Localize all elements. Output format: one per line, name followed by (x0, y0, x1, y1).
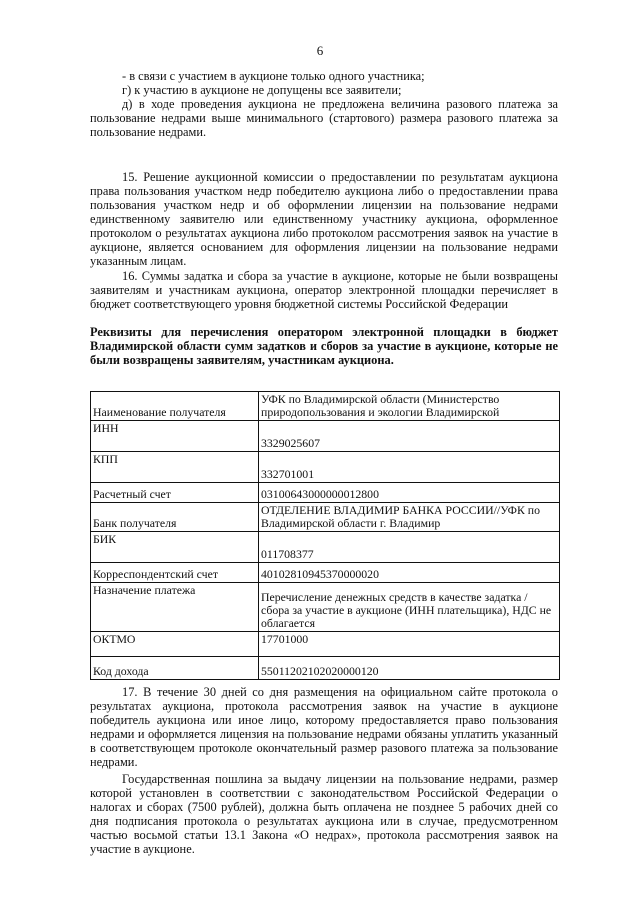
table-row (91, 483, 560, 503)
paragraph-16-text: 16. Суммы задатка и сбора за участие в аукционе, которые не были возвращены заявителям и участникам аукциона, оператор электронной площадки перечисляет в бюджет соответствующего уровня бюджетной системы Российской Федерации (90, 269, 558, 311)
table-row (91, 563, 560, 583)
list-item: - в связи с участием в аукционе только одного участника; (122, 69, 425, 83)
table-row (91, 452, 560, 483)
table-row (91, 421, 560, 452)
table-cell-value: 17701000 (259, 632, 560, 657)
table-cell-value: ОТДЕЛЕНИЕ ВЛАДИМИР БАНКА РОССИИ//УФК по Владимирской области г. Владимир (259, 503, 560, 532)
paragraph-duty-text: Государственная пошлина за выдачу лицензии на пользование недрами, размер которой установлен в соответствии с законодательством Российской Федерации о налогах и сборах (7500 рублей), должна быть оплачена не позднее 5 рабочих дней со дня подписания протокола о результатах аукциона или в случае, предусмотренном частью восьмой статьи 13.1 Закона «О недрах», протокола рассмотрения заявок на участие в аукционе. (90, 772, 558, 856)
requisites-table (90, 391, 560, 680)
table-cell-label: Назначение платежа (91, 583, 259, 632)
table-cell-label: Наименование получателя (91, 392, 259, 421)
table-row (91, 583, 560, 632)
table-row (91, 392, 560, 421)
table-row (91, 632, 560, 657)
table-cell-label: КПП (91, 452, 259, 483)
table-cell-value: 55011202102020000120 (259, 657, 560, 680)
table-cell-value: 011708377 (259, 532, 560, 563)
table-cell-label: ОКТМО (91, 632, 259, 657)
paragraph-17 (90, 685, 558, 769)
table-row (91, 532, 560, 563)
table-row (91, 657, 560, 680)
page-number: 6 (316, 43, 324, 58)
table-cell-value: 40102810945370000020 (259, 563, 560, 583)
table-cell-value: Перечисление денежных средств в качестве задатка / сбора за участие в аукционе (ИНН плательщика), НДС не облагается (259, 583, 560, 632)
table-row (91, 503, 560, 532)
paragraph-duty (90, 772, 558, 856)
paragraph-17-text: 17. В течение 30 дней со дня размещения на официальном сайте протокола о результатах аукциона, протокола рассмотрения заявок на участие в аукционе победитель аукциона или иное лицо, которому предоставляется право пользования недрами и оформляется лицензия на пользование недрами обязаны уплатить указанный в соответствующем протоколе окончательный размер разового платежа за пользование недрами. (90, 685, 558, 769)
paragraph-15-text: 15. Решение аукционной комиссии о предоставлении по результатам аукциона права пользования участком недр победителю аукциона либо о предоставлении права пользования участком недр и об оформлении лицензии на пользование недрами единственному заявителю или единственному участнику аукциона, оформленное протоколом о результатах аукциона либо протоколом рассмотрения заявок на участие в аукционе, является основанием для оформления лицензии на пользование недрами указанным лицам. (90, 170, 558, 268)
table-cell-value: 332701001 (259, 452, 560, 483)
paragraph-15 (90, 170, 558, 268)
table-cell-label: Код дохода (91, 657, 259, 680)
requisites-heading-text: Реквизиты для перечисления оператором электронной площадки в бюджет Владимирской области сумм задатков и сборов за участие в аукционе, которые не были возвращены заявителям, участникам аукциона. (90, 325, 558, 367)
table-cell-value: УФК по Владимирской области (Министерство природопользования и экологии Владимирской (259, 392, 560, 421)
list-item: г) к участию в аукционе не допущены все заявители; (122, 83, 402, 97)
paragraph-16 (90, 269, 558, 311)
intro-list (90, 69, 558, 139)
list-item: д) в ходе проведения аукциона не предложена величина разового платежа за пользование недрами выше минимального (стартового) размера разового платежа за пользование недрами. (90, 97, 558, 139)
table-cell-value: 3329025607 (259, 421, 560, 452)
table-cell-value: 03100643000000012800 (259, 483, 560, 503)
table-cell-label: ИНН (91, 421, 259, 452)
table-cell-label: Банк получателя (91, 503, 259, 532)
requisites-heading (90, 325, 558, 367)
table-cell-label: Расчетный счет (91, 483, 259, 503)
table-cell-label: БИК (91, 532, 259, 563)
table-cell-label: Корреспондентский счет (91, 563, 259, 583)
